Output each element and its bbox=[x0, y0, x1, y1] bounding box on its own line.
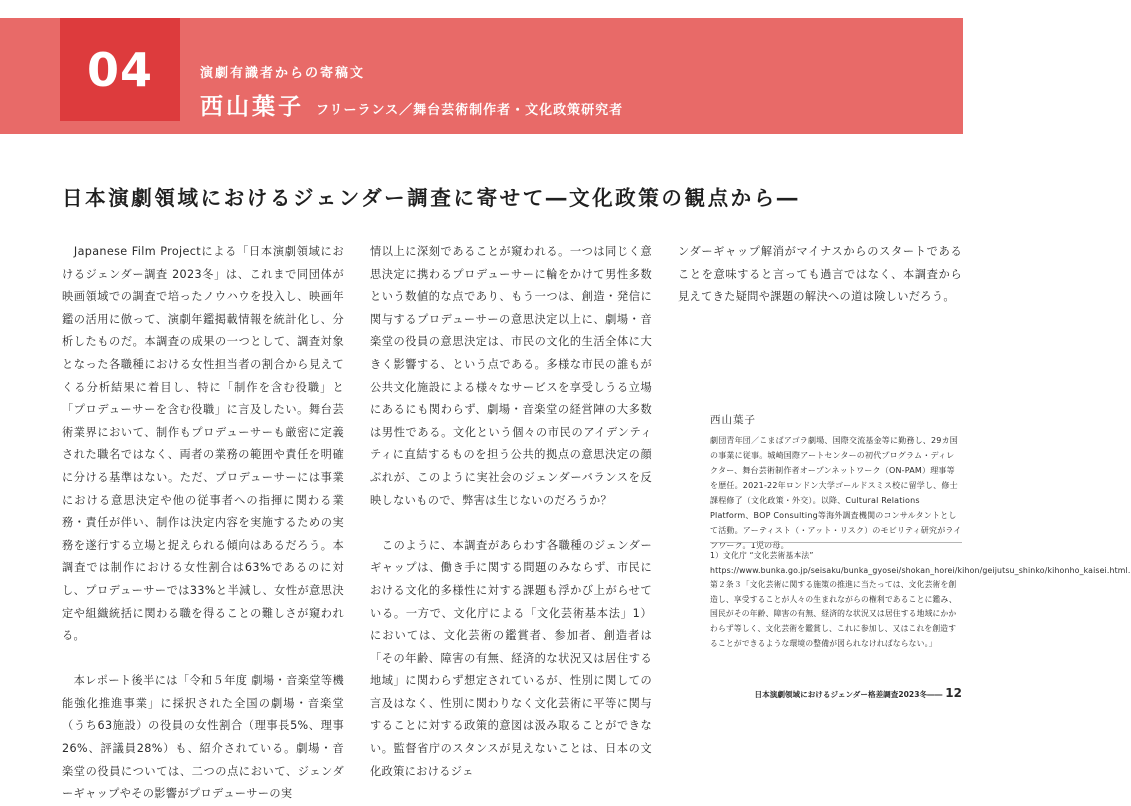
paragraph: ンダーギャップ解消がマイナスからのスタートであることを意味すると言っても過言ではなく、本調査から見えてきた疑問や課題の解決への道は険しいだろう。 bbox=[678, 245, 962, 304]
bio-text: 劇団青年団／こまばアゴラ劇場、国際交流基金等に勤務し、29カ国の事業に従事。城崎国際アートセンターの初代プログラム・ディレクター、舞台芸術制作者オープンネットワーク（ON-PAM）理事等を歴任。2021-22年ロンドン大学ゴールドスミス校に留学し、修士課程修了（文化政策・外交）。以降、Cultural Relations Platform、BOP Consulting等海外調査機関のコンサルタントとして活動。アーティスト（・アット・リスク）のモビリティ研究がライフワーク。1児の母。 bbox=[710, 436, 962, 550]
author-role: フリーランス／舞台芸術制作者・文化政策研究者 bbox=[316, 103, 624, 118]
page-footer bbox=[754, 686, 962, 704]
paragraph: このように、本調査があらわす各職種のジェンダーギャップは、働き手に関する問題のみならず、市民における文化的多様性に対する課題も浮かび上がらせている。一方で、文化庁による「文化芸術基本法」1）においては、文化芸術の鑑賞者、参加者、創造者は「その年齢、障害の有無、経済的な状況又は居住する地域」に関わらず想定されているが、性別に関しての言及はなく、性別に関わりなく文化芸術に平等に関与することに対する政策的意図は汲み取ることができない。監督省庁のスタンスが見えないことは、日本の文化政策におけるジェ bbox=[370, 538, 652, 778]
article-column-2 bbox=[370, 241, 652, 783]
section-kicker: 演劇有識者からの寄稿文 bbox=[200, 66, 366, 81]
author-name: 西山葉子 bbox=[200, 94, 304, 120]
page-number: 12 bbox=[945, 686, 962, 700]
paragraph: 本レポート後半には「令和５年度 劇場・音楽堂等機能強化推進事業」に採択された全国の劇場・音楽堂（うち63施設）の役員の女性割合（理事長5%、理事26%、評議員28%）も、紹介されている。劇場・音楽堂の役員については、二つの点において、ジェンダーギャップやその影響がプロデューサーの実 bbox=[62, 674, 344, 801]
footnote-divider bbox=[710, 542, 962, 543]
chapter-number: 04 bbox=[60, 18, 180, 121]
article-column-3 bbox=[678, 241, 962, 309]
footnote-text: 第２条３「文化芸術に関する施策の推進に当たっては、文化芸術を創造し、享受することが人々の生まれながらの権利であることに鑑み、国民がその年齢、障害の有無、経済的な状況又は居住する地域にかかわらず等しく、文化芸術を鑑賞し、これに参加し、又はこれを創造することができるような環境の整備が図られなければならない。」 bbox=[710, 580, 957, 648]
footnote-label: 1）文化庁 “文化芸術基本法” bbox=[710, 551, 814, 560]
author-bio bbox=[710, 412, 962, 553]
author-line bbox=[200, 88, 623, 121]
footnote-url: https://www.bunka.go.jp/seisaku/bunka_gyosei/shokan_horei/kihon/geijutsu_shinko/kihonho_kaisei.html. bbox=[710, 565, 1131, 575]
paragraph: 情以上に深刻であることが窺われる。一つは同じく意思決定に携わるプロデューサーに輪をかけて男性多数という数値的な点であり、もう一つは、創造・発信に関与するプロデューサーの意思決定以上に、劇場・音楽堂の役員の意思決定は、市民の文化的生活全体に大きく影響する、という点である。多様な市民の誰もが公共文化施設による様々なサービスを享受しうる立場にあるにも関わらず、劇場・音楽堂の経営陣の大多数は男性である。文化という個々の市民のアイデンティティに直結するものを担う公共的拠点の意思決定の顔ぶれが、このように実社会のジェンダーバランスを反映しないもので、弊害は生じないのだろうか？ bbox=[370, 245, 652, 507]
footnote bbox=[710, 549, 1131, 651]
paragraph: Japanese Film Projectによる「日本演劇領域におけるジェンダー調査 2023冬」は、これまで同団体が映画領域での調査で培ったノウハウを投入し、映画年鑑の活用に倣って、演劇年鑑掲載情報を統計化し、分析したものだ。本調査の成果の一つとして、調査対象となった各職種における女性担当者の割合から見えてくる分析結果に着目し、特に「制作を含む役職」と「プロデューサーを含む役職」に言及したい。舞台芸術業界において、制作もプロデューサーも厳密に定義された職名ではなく、両者の業務の範囲や責任を明確に分ける基準はない。ただ、プロデューサーには事業における意思決定や他の従事者への指揮に関わる業務・責任が伴い、制作は決定内容を実施するための実務を遂行する立場と捉えられる傾向はあるだろう。本調査では制作における女性割合は63%であるのに対し、プロデューサーでは33%と半減し、女性が意思決定や組織統括に関わる職を得ることの難しさが窺われる。 bbox=[62, 245, 344, 643]
article-column-1 bbox=[62, 241, 344, 806]
article-title: 日本演劇領域におけるジェンダー調査に寄せて―文化政策の観点から― bbox=[62, 186, 800, 210]
running-title: 日本演劇領域におけるジェンダー格差調査2023冬―― bbox=[754, 690, 943, 699]
bio-name: 西山葉子 bbox=[710, 414, 756, 426]
